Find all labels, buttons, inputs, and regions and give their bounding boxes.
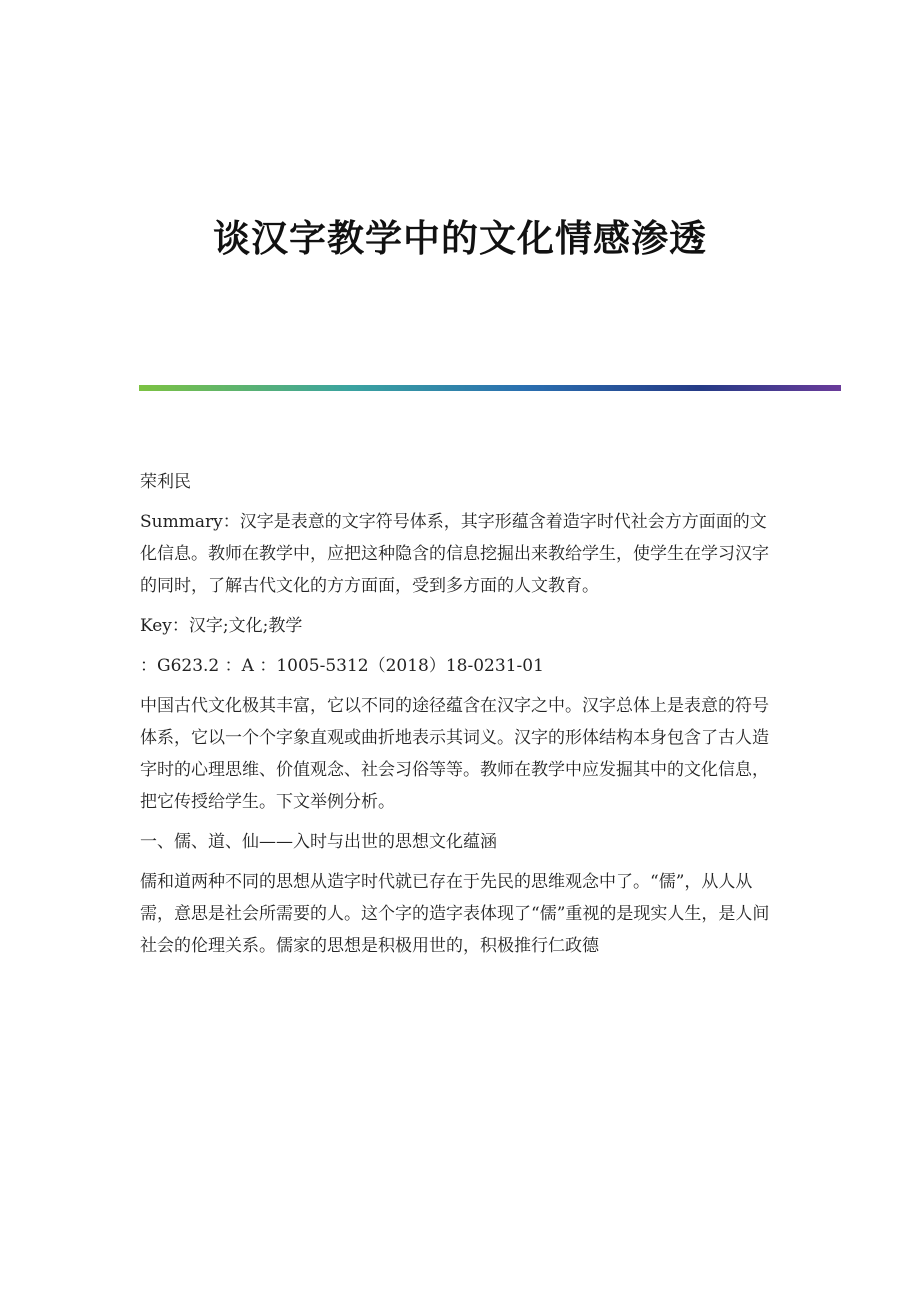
author-line: 荣利民 (140, 472, 191, 492)
section-heading: 一、儒、道、仙——入时与出世的思想文化蕴涵 (140, 832, 497, 852)
classification-line: ：G623.2 ：A ：1005-5312（2018）18-0231-01 (140, 656, 544, 676)
title-divider (139, 385, 841, 391)
document-title: 谈汉字教学中的文化情感渗透 (213, 216, 707, 260)
summary-paragraph: Summary：汉字是表意的文字符号体系，其字形蕴含着造字时代社会方方面面的文化信息。教师在教学中，应把这种隐含的信息挖掘出来教给学生，使学生在学习汉字的同时，了解古代文化的方方面面，受到多方面的人文教育。 (140, 512, 769, 596)
body-paragraph: 儒和道两种不同的思想从造字时代就已存在于先民的思维观念中了。“儒”，从人从需，意思是社会所需要的人。这个字的造字表体现了“儒”重视的是现实人生，是人间社会的伦理关系。儒家的思想是积极用世的，积极推行仁政德 (140, 872, 770, 956)
keywords-line: Key：汉字;文化;教学 (140, 616, 303, 636)
document-body (140, 466, 780, 970)
body-paragraph: 中国古代文化极其丰富，它以不同的途径蕴含在汉字之中。汉字总体上是表意的符号体系，它以一个个字象直观或曲折地表示其词义。汉字的形体结构本身包含了古人造字时的心理思维、价值观念、社会习俗等等。教师在教学中应发掘其中的文化信息，把它传授给学生。下文举例分析。 (140, 696, 769, 812)
